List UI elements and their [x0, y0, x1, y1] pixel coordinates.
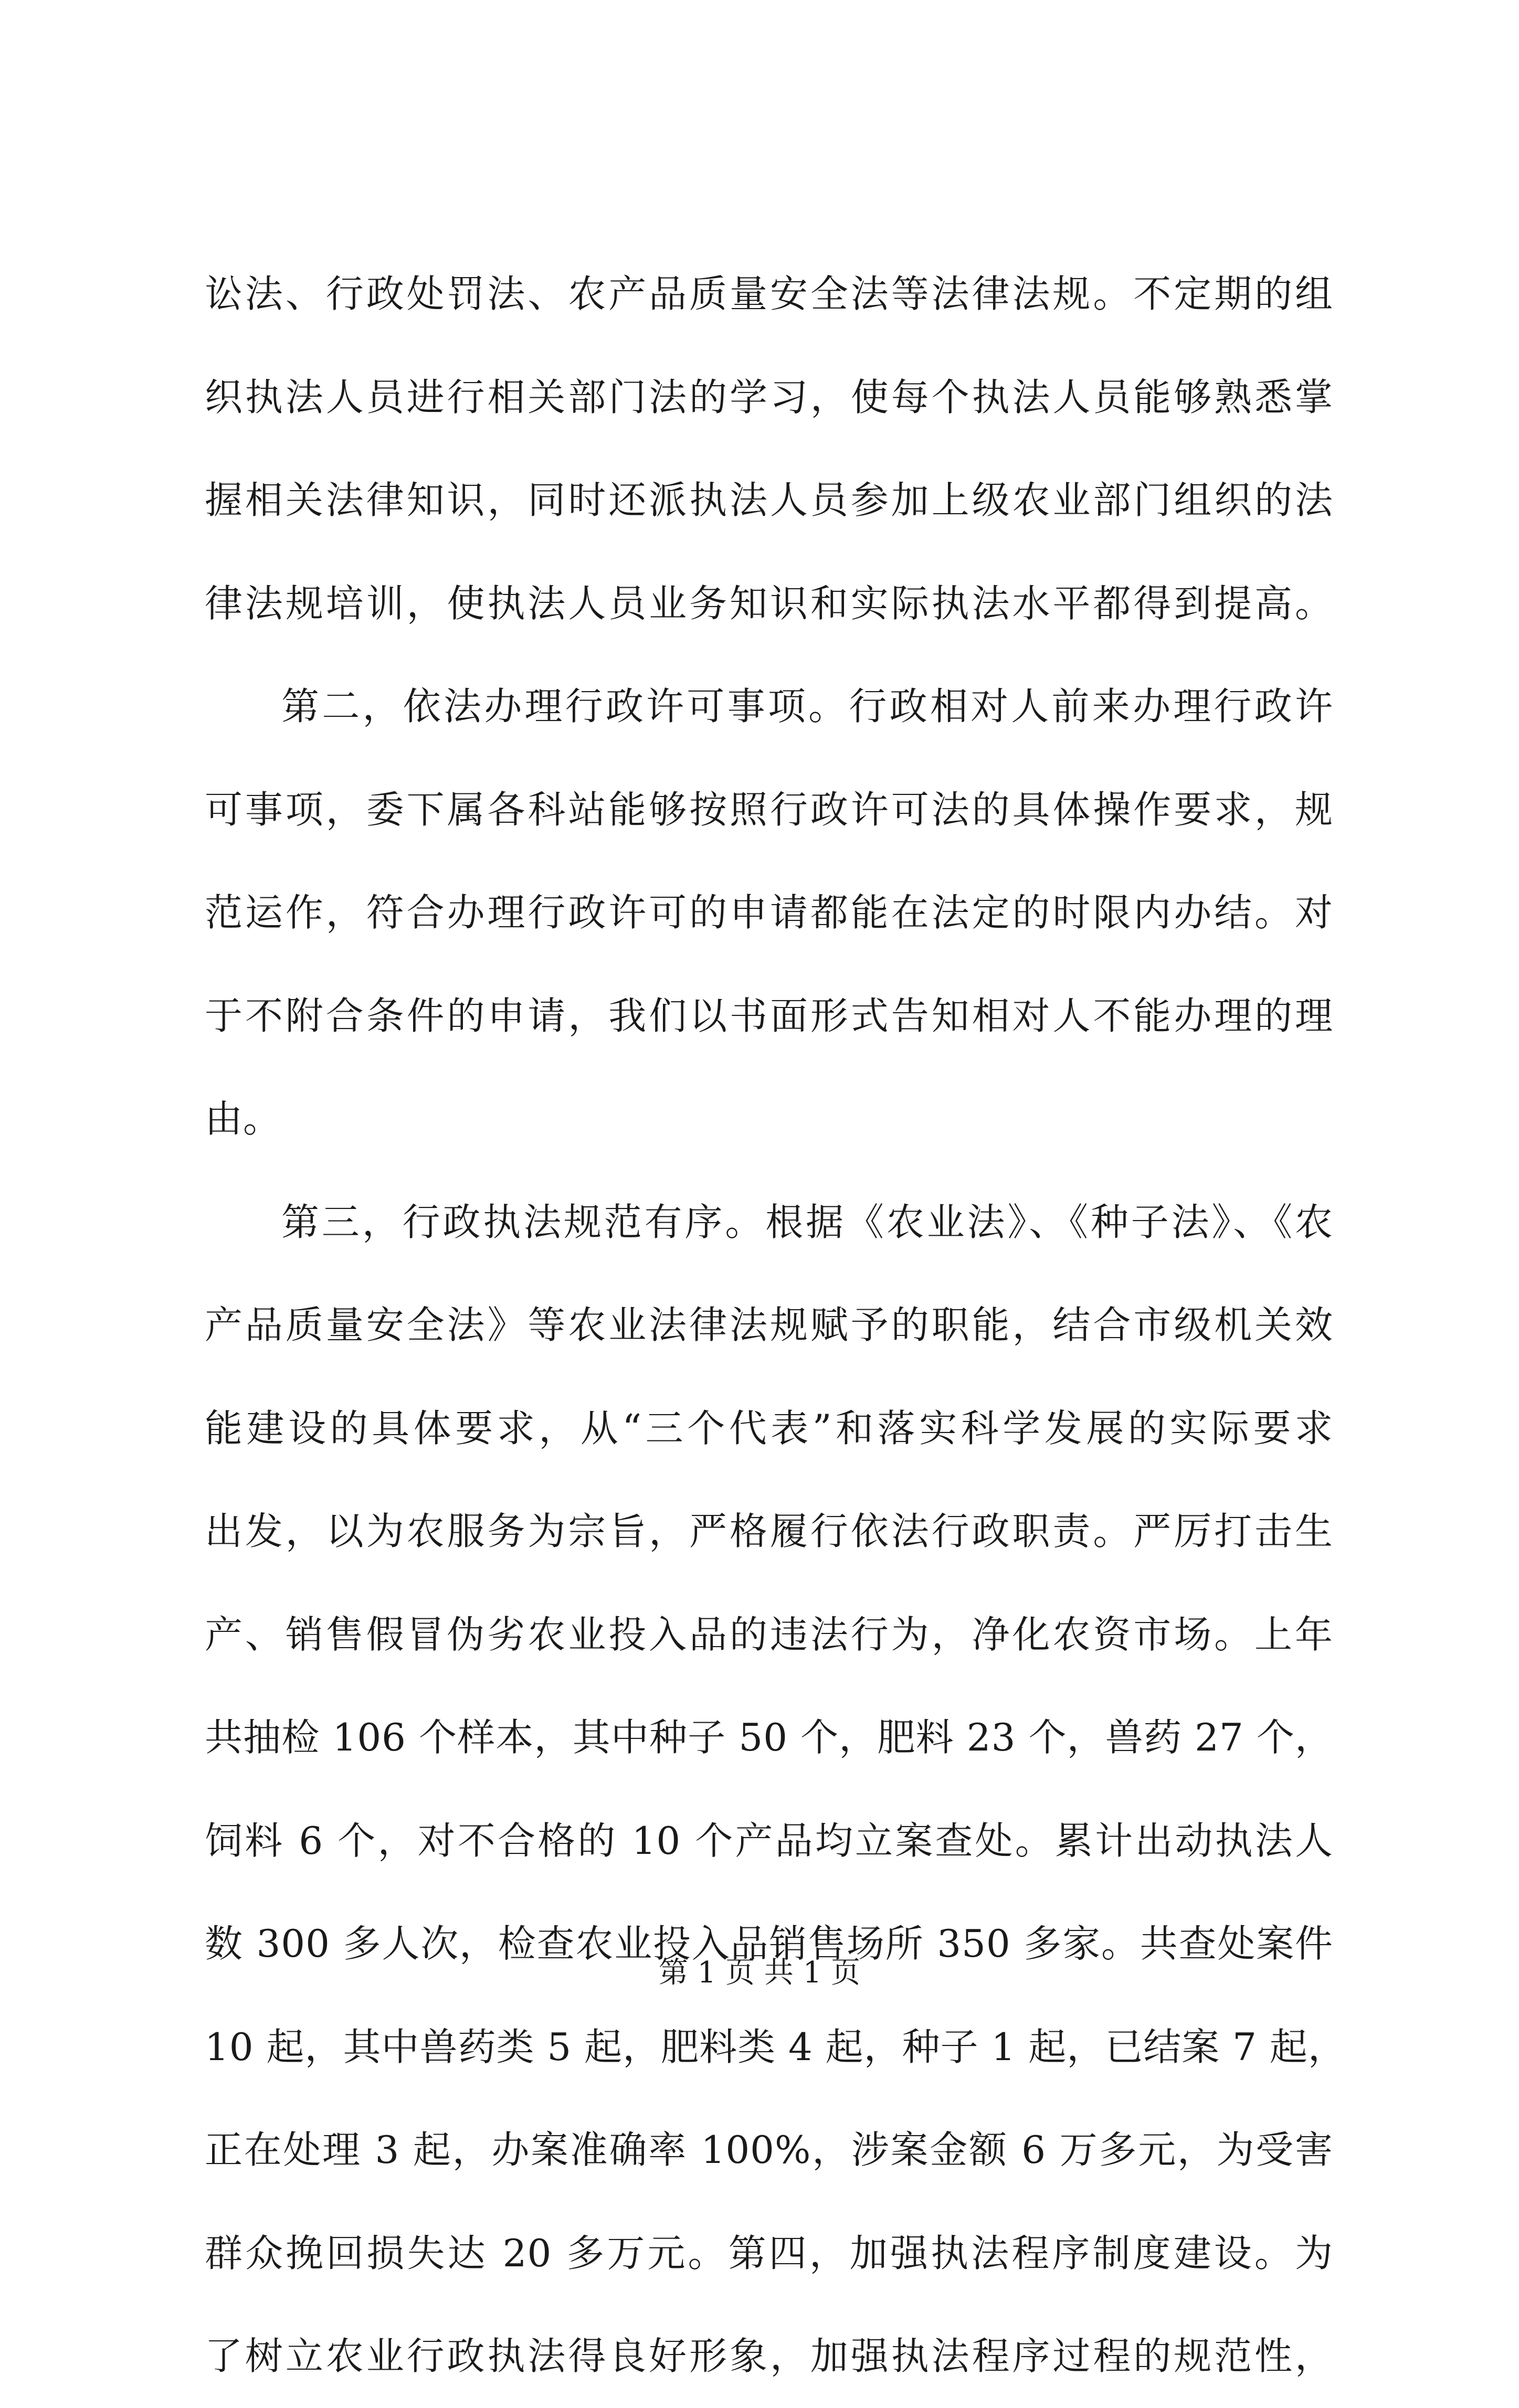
text-line: 织执法人员进行相关部门法的学习，使每个执法人员能够熟悉掌	[205, 375, 1333, 419]
text-line: 数 300 多人次，检查农业投入品销售场所 350 多家。共查处案件	[205, 1922, 1333, 1966]
document-body	[205, 242, 1346, 2408]
text-line: 范运作，符合办理行政许可的申请都能在法定的时限内办结。对	[205, 890, 1333, 935]
page-number-label: 第 1 页 共 1 页	[658, 1956, 861, 1990]
text-line: 可事项，委下属各科站能够按照行政许可法的具体操作要求，规	[205, 787, 1333, 832]
text-line: 正在处理 3 起，办案准确率 100%，涉案金额 6 万多元，为受害	[205, 2128, 1333, 2172]
text-line: 讼法、行政处罚法、农产品质量安全法等法律法规。不定期的组	[205, 272, 1333, 316]
paragraph-start-line: 第二，依法办理行政许可事项。行政相对人前来办理行政许	[281, 684, 1333, 728]
text-line: 10 起，其中兽药类 5 起，肥料类 4 起，种子 1 起，已结案 7 起，	[205, 2024, 1346, 2069]
text-line: 了树立农业行政执法得良好形象，加强执法程序过程的规范性，	[205, 2334, 1333, 2378]
text-line: 产、销售假冒伪劣农业投入品的违法行为，净化农资市场。上年	[205, 1612, 1333, 1657]
text-line: 由。	[205, 1097, 282, 1141]
text-line: 出发，以为农服务为宗旨，严格履行依法行政职责。严厉打击生	[205, 1509, 1333, 1553]
text-line: 于不附合条件的申请，我们以书面形式告知相对人不能办理的理	[205, 993, 1333, 1038]
page-footer	[0, 1955, 1519, 1991]
paragraph-start-line: 第三，行政执法规范有序。根据《农业法》、《种子法》、《农	[281, 1200, 1333, 1244]
text-line: 律法规培训，使执法人员业务知识和实际执法水平都得到提高。	[205, 581, 1333, 625]
text-line: 共抽检 106 个样本，其中种子 50 个，肥料 23 个，兽药 27 个，	[205, 1715, 1333, 1759]
text-line: 群众挽回损失达 20 多万元。第四，加强执法程序制度建设。为	[205, 2231, 1333, 2275]
text-line: 产品质量安全法》等农业法律法规赋予的职能，结合市级机关效	[205, 1303, 1333, 1347]
text-line: 握相关法律知识，同时还派执法人员参加上级农业部门组织的法	[205, 478, 1333, 522]
text-line: 能建设的具体要求，从“三个代表”和落实科学发展的实际要求	[205, 1406, 1333, 1450]
text-line: 饲料 6 个，对不合格的 10 个产品均立案查处。累计出动执法人	[205, 1818, 1333, 1863]
